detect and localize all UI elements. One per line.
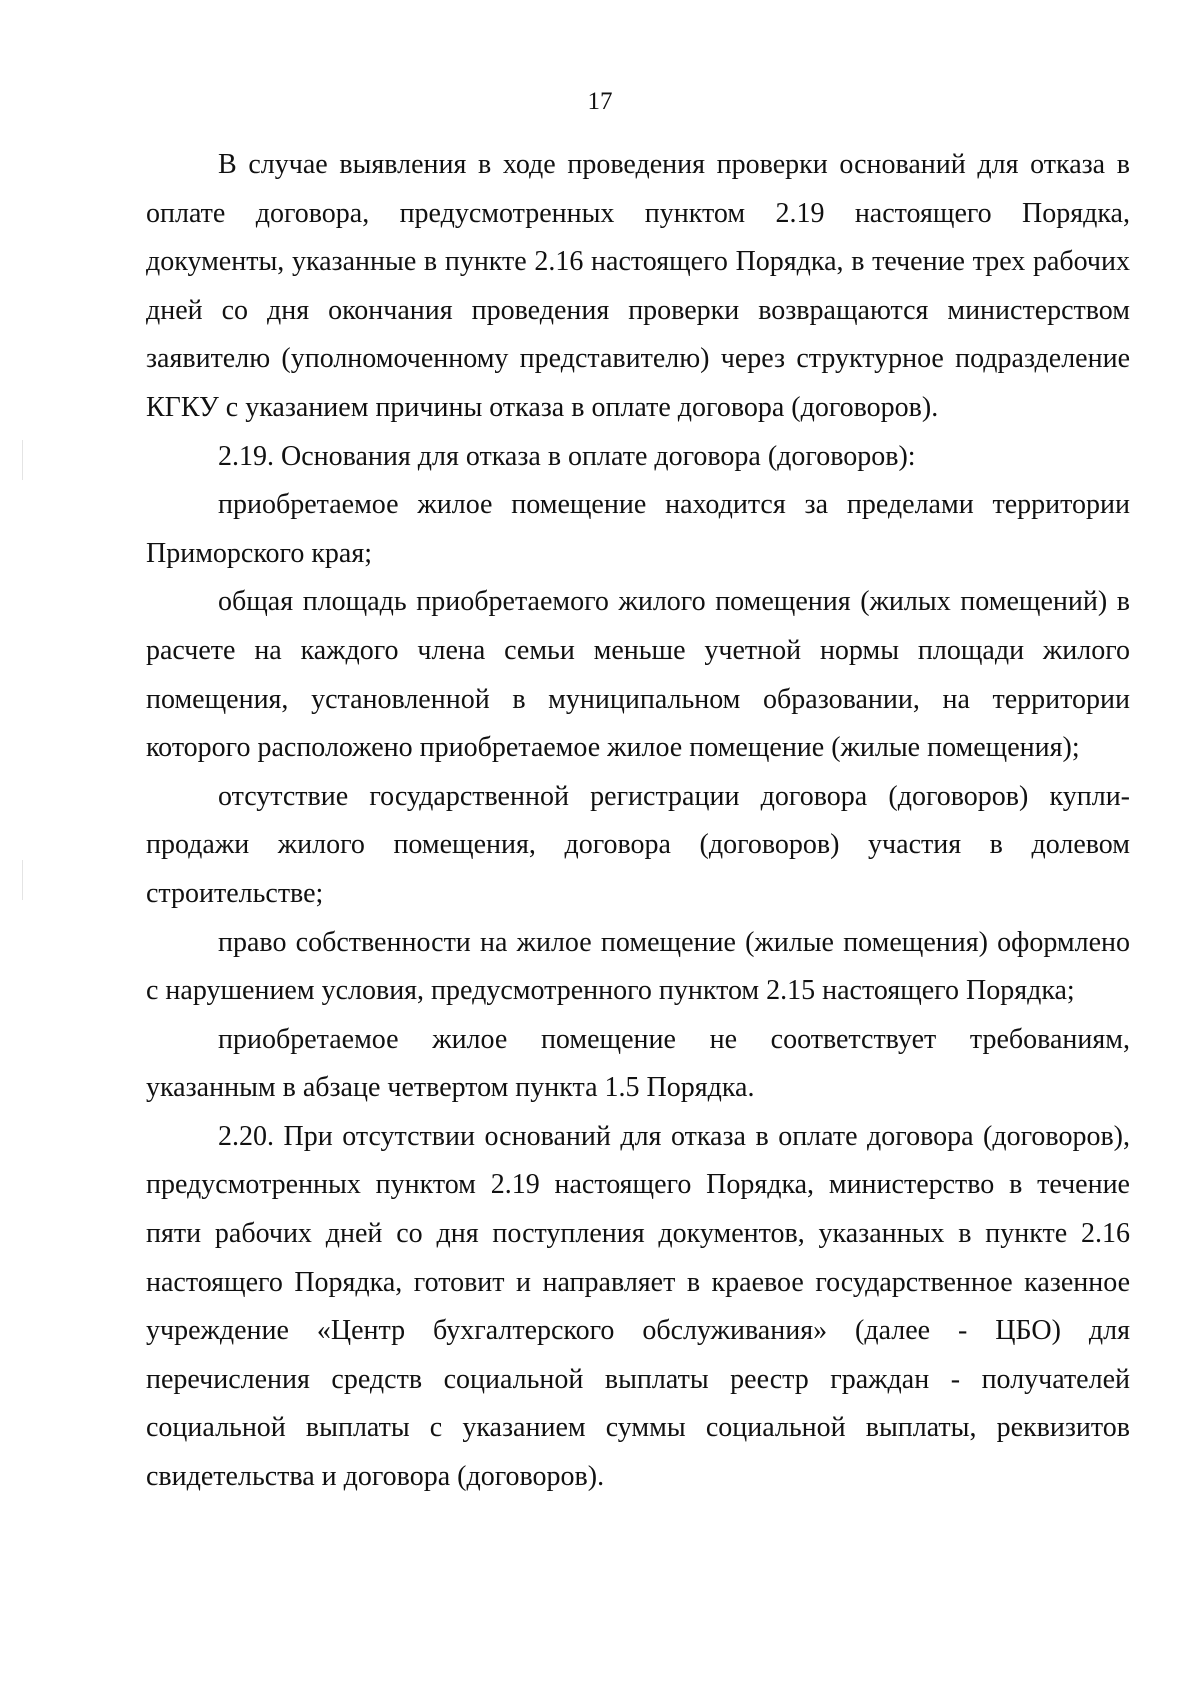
paragraph-2-20: 2.20. При отсутствии оснований для отказа в оплате договора (договоров), предусмотренных пунктом 2.19 настоящего Порядка, министерство в течение пяти рабочих дней со дня поступления документов, указанных в пункте 2.16 настоящего Порядка, готовит и направляет в краевое государственное казенное учреждение «Центр бухгалтерского обслуживания» (далее - ЦБО) для перечисления средств социальной выплаты реестр граждан - получателей социальной выплаты с указанием суммы социальной выплаты, реквизитов свидетельства и договора (договоров).: [146, 1120, 1130, 1493]
page-number: 17: [587, 88, 613, 115]
paragraph-area-below-norm: общая площадь приобретаемого жилого помещения (жилых помещений) в расчете на каждого члена семьи меньше учетной нормы площади жилого помещения, установленной в муниципальном образовании, на территории которого расположено приобретаемое жилое помещение (жилые помещения);: [146, 586, 1130, 764]
paragraph-ownership-violation: право собственности на жилое помещение (жилые помещения) оформлено с нарушением условия, предусмотренного пунктом 2.15 настоящего Порядка;: [146, 926, 1130, 1007]
paragraph-2-19-heading: 2.19. Основания для отказа в оплате договора (договоров):: [218, 440, 916, 472]
paragraph-no-registration: отсутствие государственной регистрации договора (договоров) купли-продажи жилого помещения, договора (договоров) участия в долевом строительстве;: [146, 780, 1130, 909]
paragraph-refusal-return: В случае выявления в ходе проведения проверки оснований для отказа в оплате договора, предусмотренных пунктом 2.19 настоящего Порядка, документы, указанные в пункте 2.16 настоящего Порядка, в течение трех рабочих дней со дня окончания проведения проверки возвращаются министерством заявителю (уполномоченному представителю) через структурное подразделение КГКУ с указанием причины отказа в оплате договора (договоров).: [146, 149, 1130, 423]
paragraph-outside-territory: приобретаемое жилое помещение находится за пределами территории Приморского края;: [146, 489, 1130, 569]
scan-edge-mark: [22, 440, 23, 480]
paragraph-requirements-mismatch: приобретаемое жилое помещение не соответствует требованиям, указанным в абзаце четвертом пункта 1.5 Порядка.: [146, 1023, 1130, 1104]
document-body: [146, 141, 1130, 1502]
scan-edge-mark: [22, 860, 23, 900]
